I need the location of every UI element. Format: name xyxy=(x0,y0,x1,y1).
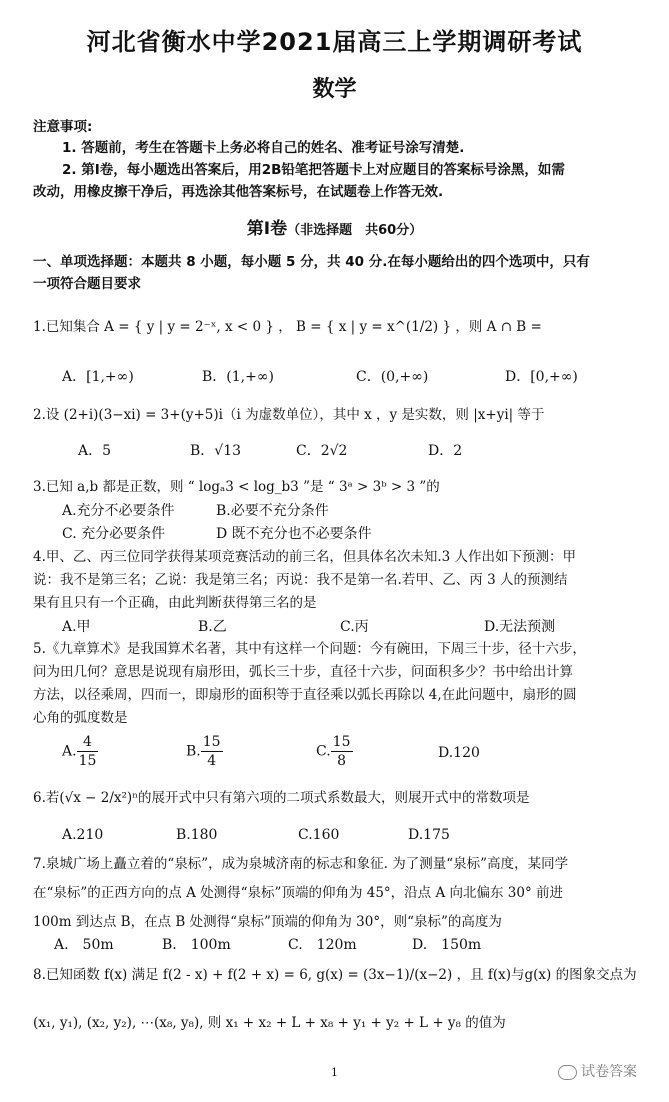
q5-option-b-fraction xyxy=(201,733,223,770)
notice-item-2-line-2: 改动，用橡皮擦干净后，再选涂其他答案标号，在试题卷上作答无效. xyxy=(33,184,444,200)
notice-heading: 注意事项: xyxy=(33,119,93,135)
q4-option-a: A.甲 xyxy=(62,619,91,635)
question-6-options xyxy=(62,825,647,845)
q1-option-d: D．[0,+∞) xyxy=(505,369,578,385)
q6-stem-expression: (√x − 2/x²)ⁿ xyxy=(59,790,139,806)
question-3-stem: 3.已知 a,b 都是正数，则 “ logₐ3 < log_b3 ”是 “ 3ᵃ > 3ᵇ > 3 ”的 xyxy=(33,479,440,495)
q5-option-b xyxy=(186,733,223,770)
question-1-options xyxy=(62,367,647,389)
q1-option-c: C．(0,+∞) xyxy=(356,369,429,385)
page-title: 河北省衡水中学2021届高三上学期调研考试 xyxy=(86,28,583,56)
part1-instruction-line-2: 一项符合题目要求 xyxy=(33,276,141,292)
question-3-options-row-1 xyxy=(62,501,647,521)
question-8-line-2: (x₁, y₁), (x₂, y₂), ⋯(x₈, y₈), 则 x₁ + x₂ + L + x₈ + y₁ + y₂ + L + y₈ 的值为 xyxy=(33,1015,506,1031)
q5-option-c xyxy=(316,733,353,770)
q6-option-d: D.175 xyxy=(408,827,450,843)
subject-title: 数学 xyxy=(312,77,357,102)
question-4-options xyxy=(62,617,647,637)
question-4-line-2: 说：我不是第三名；乙说：我是第三名；丙说：我不是第一名.若甲、乙、丙 3 人的预测结 xyxy=(33,572,568,588)
section-note: （非选择题 共60分） xyxy=(287,223,423,238)
q5-option-a-numerator: 4 xyxy=(77,733,99,752)
q1-option-b: B．(1,+∞) xyxy=(202,369,274,385)
q3-option-c: C. 充分必要条件 xyxy=(62,526,166,542)
q7-option-a: A. 50m xyxy=(54,937,114,953)
question-5-options xyxy=(62,733,647,775)
q7-option-d: D. 150m xyxy=(412,937,482,953)
section-title: 第Ⅰ卷 xyxy=(246,219,288,239)
q2-option-b: B．√13 xyxy=(190,443,242,459)
q5-option-c-fraction xyxy=(331,733,353,770)
q3-option-d: D 既不充分也不必要条件 xyxy=(216,526,372,542)
q3-option-b: B.必要不充分条件 xyxy=(216,503,329,519)
question-7-line-1: 7.泉城广场上矗立着的“泉标”，成为泉城济南的标志和象征. 为了测量“泉标”高度，某同学 xyxy=(33,856,569,872)
q4-option-c: C.丙 xyxy=(340,619,369,635)
watermark-text: 试卷答案 xyxy=(581,1064,637,1080)
watermark xyxy=(558,1061,637,1081)
question-3-options-row-2 xyxy=(62,524,647,544)
question-2-options xyxy=(62,441,647,463)
question-6-stem xyxy=(33,789,647,807)
part1-instruction-line-1: 一、单项选择题：本题共 8 小题，每小题 5 分，共 40 分.在每小题给出的四个选项中，只有 xyxy=(33,254,590,270)
notice-item-1: 1. 答题前，考生在答题卡上务必将自己的姓名、准考证号涂写清楚. xyxy=(62,140,465,156)
q5-option-c-letter: C. xyxy=(316,743,331,760)
q5-option-c-denominator: 8 xyxy=(337,753,347,769)
q7-option-b: B. 100m xyxy=(162,937,231,953)
q2-option-d: D．2 xyxy=(428,443,463,459)
q6-option-a: A.210 xyxy=(62,827,104,843)
question-4-line-1: 4.甲、乙、丙三位同学获得某项竞赛活动的前三名，但具体名次未知.3 人作出如下预测：甲 xyxy=(33,549,577,565)
wechat-icon xyxy=(558,1065,577,1080)
q1-option-a: A．[1,+∞) xyxy=(62,369,134,385)
q4-option-b: B.乙 xyxy=(198,619,227,635)
q3-option-a: A.充分不必要条件 xyxy=(62,503,175,519)
question-7-line-3: 100m 到达点 B，在点 B 处测得“泉标”顶端的仰角为 30°，则“泉标”的高度为 xyxy=(33,914,502,930)
q5-option-b-denominator: 4 xyxy=(207,753,217,769)
section-header xyxy=(0,214,669,239)
q6-stem-prefix: 6.若 xyxy=(33,790,60,806)
q6-option-b: B.180 xyxy=(176,827,218,843)
q5-option-a xyxy=(62,733,98,770)
question-7-line-2: 在“泉标”的正西方向的点 A 处测得“泉标”顶端的仰角为 45°，沿点 A 向北偏东 30° 前进 xyxy=(33,885,563,901)
q5-option-b-numerator: 15 xyxy=(202,734,221,750)
q5-option-a-denominator: 15 xyxy=(78,753,97,769)
question-1-stem: 1.已知集合 A = { y | y = 2⁻ˣ, x < 0 } ， B = { x | y = x^(1/2) } ，则 A ∩ B = xyxy=(33,319,542,335)
q6-stem-suffix: 的展开式中只有第六项的二项式系数最大，则展开式中的常数项是 xyxy=(138,790,530,806)
question-5-line-4: 心角的弧度数是 xyxy=(33,710,128,726)
notice-item-2-line-1: 2. 第Ⅰ卷，每小题选出答案后，用2B铅笔把答题卡上对应题目的答案标号涂黑，如需 xyxy=(62,162,565,178)
q7-option-c: C. 120m xyxy=(288,937,357,953)
question-2-stem: 2.设 (2+i)(3−xi) = 3+(y+5)i（i 为虚数单位），其中 x ，y 是实数，则 |x+yi| 等于 xyxy=(33,407,545,423)
q5-option-a-fraction xyxy=(77,733,99,770)
q5-option-a-letter: A. xyxy=(62,743,77,760)
q2-option-c: C．2√2 xyxy=(296,443,348,459)
question-7-options xyxy=(54,935,647,955)
q4-option-d: D.无法预测 xyxy=(484,619,556,635)
question-5-line-3: 方法，以径乘周，四而一，即扇形的面积等于直径乘以弧长再除以 4,在此问题中，扇形的圆 xyxy=(33,687,577,703)
q2-option-a: A．5 xyxy=(78,443,112,459)
q5-option-c-numerator: 15 xyxy=(332,734,351,750)
q6-option-c: C.160 xyxy=(298,827,340,843)
question-8-line-1: 8.已知函数 f(x) 满足 f(2 - x) + f(2 + x) = 6, g(x) = (3x−1)/(x−2) ，且 f(x)与g(x) 的图象交点为 xyxy=(33,967,637,983)
question-5-line-1: 5.《九章算术》是我国算术名著，其中有这样一个问题：今有碗田，下周三十步，径十六步， xyxy=(33,641,586,657)
q5-option-b-letter: B. xyxy=(186,743,201,760)
q5-option-d: D.120 xyxy=(438,745,480,761)
question-5-line-2: 问为田几何？意思是说现有扇形田，弧长三十步，直径十六步，问面积多少？书中给出计算 xyxy=(33,664,573,680)
question-4-line-3: 果有且只有一个正确，由此判断获得第三名的是 xyxy=(33,595,317,611)
page-number: 1 xyxy=(331,1066,338,1079)
